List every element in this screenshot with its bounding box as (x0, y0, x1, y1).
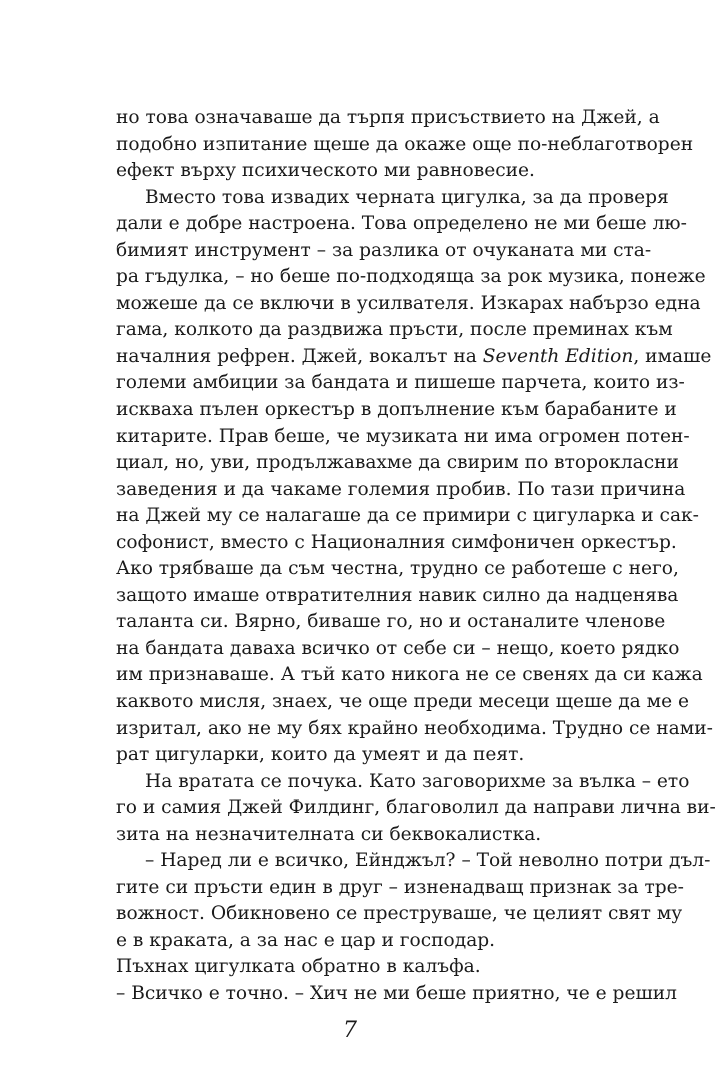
text-line: Ако трябваше да съм честна, трудно се работеше с него, (116, 558, 679, 579)
text-line: На вратата се почука. Като заговорихме за вълка – ето (145, 771, 690, 792)
text-segment: началния рефрен. Джей, вокалът на (116, 346, 483, 367)
text-line: каквото мисля, знаех, че още преди месеци щеше да ме е (116, 691, 690, 712)
text-line: защото имаше отвратителния навик силно да надценява (116, 585, 679, 606)
text-line: вожност. Обикновено се преструваше, че целият свят му (116, 903, 683, 924)
text-line: дали е добре настроена. Това определено не ми беше лю- (116, 213, 687, 234)
text-line: искваха пълен оркестър в допълнение към барабаните и (116, 399, 677, 420)
text-line: Вместо това извадих черната цигулка, за да проверя (145, 187, 669, 208)
text-line: го и самия Джей Филдинг, благоволил да направи лична ви- (116, 797, 716, 818)
text-line: изритал, ако не му бях крайно необходима. Трудно се нами- (116, 718, 713, 739)
text-line: заведения и да чакаме големия пробив. По тази причина (116, 479, 686, 500)
text-line: – Всичко е точно. – Хич не ми беше приятно, че е решил (116, 983, 677, 1004)
text-line: подобно изпитание щеше да окаже още по-неблаготворен (116, 134, 694, 155)
text-line: е в краката, а за нас е цар и господар. (116, 930, 496, 951)
text-line: софонист, вместо с Националния симфоничен оркестър. (116, 532, 677, 553)
text-line: Пъхнах цигулката обратно в калъфа. (116, 956, 481, 977)
text-line: рат цигуларки, които да умеят и да пеят. (116, 744, 525, 765)
text-line: големи амбиции за бандата и пишеше парчета, които из- (116, 372, 685, 393)
text-line: гите си пръсти един в друг – изненадващ признак за тре- (116, 877, 684, 898)
text-line (116, 346, 712, 367)
text-line: китарите. Прав беше, че музиката ни има огромен потен- (116, 426, 690, 447)
text-line: но това означаваше да търпя присъствието на Джей, а (116, 107, 660, 128)
text-line: гама, колкото да раздвижа пръсти, после преминах към (116, 319, 673, 340)
text-line: на бандата даваха всичко от себе си – нещо, което рядко (116, 638, 680, 659)
text-line: циал, но, уви, продължавахме да свирим по второкласни (116, 452, 679, 473)
text-line: бимият инструмент – за разлика от очуканата ми ста- (116, 240, 652, 261)
page-number: 7 (343, 1018, 357, 1043)
text-segment: , имаше (633, 346, 712, 367)
text-line: на Джей му се налагаше да се примири с цигуларка и сак- (116, 505, 699, 526)
text-line: зита на незначителната си беквокалистка. (116, 824, 542, 845)
text-line: им признаваше. А тъй като никога не се свенях да си кажа (116, 664, 703, 685)
text-line: – Наред ли е всичко, Ейнджъл? – Той неволно потри дъл- (145, 850, 711, 871)
text-line: таланта си. Вярно, биваше го, но и останалите членове (116, 611, 666, 632)
text-line: ра гъдулка, – но беше по-подходяща за рок музика, понеже (116, 266, 706, 287)
text-line: можеше да се включи в усилвателя. Изкарах набързо една (116, 293, 701, 314)
text-line: ефект върху психическото ми равновесие. (116, 160, 535, 181)
band-name: Seventh Edition (482, 346, 634, 367)
